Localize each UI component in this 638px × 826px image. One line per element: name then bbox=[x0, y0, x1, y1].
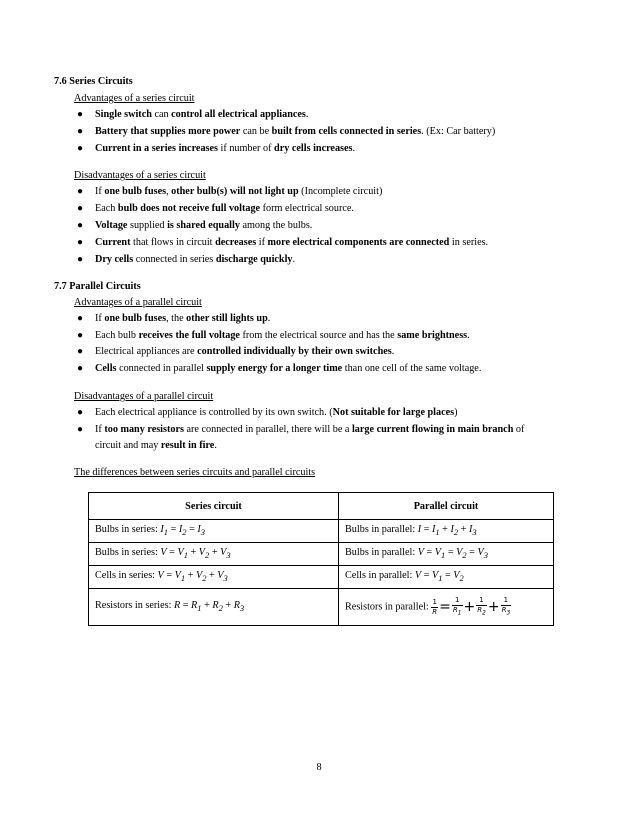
table-cell: Resistors in series: $R = R_1 + R_2 + R_3$ bbox=[89, 589, 339, 626]
list-item: Single switch can control all electrical appliances. bbox=[95, 109, 309, 120]
list-item: Cells connected in parallel supply energy for a longer time than one cell of the same voltage. bbox=[95, 363, 482, 374]
list-item: Each bulb does not receive full voltage form electrical source. bbox=[95, 203, 354, 214]
table-header-row bbox=[89, 493, 554, 520]
table-cell: Cells in series: $V = V_1 + V_2 + V_3$ bbox=[89, 566, 339, 589]
bullet-icon: ● bbox=[77, 330, 84, 341]
bullet-icon: ● bbox=[77, 424, 84, 435]
bullet-icon: ● bbox=[77, 220, 84, 231]
list-item: If one bulb fuses, the other still lights up. bbox=[95, 313, 271, 324]
fraction: $\frac{1}{R_3}$ bbox=[501, 595, 511, 617]
parallel-advantages-heading: Advantages of a parallel circuit bbox=[74, 297, 202, 308]
list-item: Current in a series increases if number of dry cells increases. bbox=[95, 143, 356, 154]
parallel-disadvantages-heading: Disadvantages of a parallel circuit bbox=[74, 391, 214, 402]
table-cell: Bulbs in series: $I_1 = I_2 = I_3$ bbox=[89, 520, 339, 543]
parallel-resistor-label: Resistors in parallel: bbox=[345, 601, 429, 613]
list-item: Electrical appliances are controlled individually by their own switches. bbox=[95, 346, 395, 357]
list-item: Voltage supplied is shared equally among the bulbs. bbox=[95, 220, 313, 231]
list-item: Dry cells connected in series discharge quickly. bbox=[95, 254, 296, 265]
bullet-icon: ● bbox=[77, 407, 84, 418]
list-item: Each bulb receives the full voltage from the electrical source and has the same brightness. bbox=[95, 330, 470, 341]
page-number: 8 bbox=[316, 762, 322, 773]
differences-heading: The differences between series circuits and parallel circuits bbox=[74, 467, 316, 478]
table-row bbox=[89, 520, 554, 543]
list-item: Battery that supplies more power can be built from cells connected in series. (Ex: Car battery) bbox=[95, 126, 496, 137]
bullet-icon: ● bbox=[77, 203, 84, 214]
table-cell: Bulbs in parallel: $V = V_1 = V_2 = V_3$ bbox=[339, 543, 554, 566]
table-row bbox=[89, 566, 554, 589]
list-item: If one bulb fuses, other bulb(s) will not light up (Incomplete circuit) bbox=[95, 186, 383, 197]
comparison-table bbox=[88, 492, 554, 626]
bullet-icon: ● bbox=[77, 313, 84, 324]
column-header-parallel: Parallel circuit bbox=[339, 493, 554, 520]
section-title-parallel: 7.7 Parallel Circuits bbox=[54, 281, 141, 292]
bullet-icon: ● bbox=[77, 186, 84, 197]
table-row bbox=[89, 589, 554, 626]
bullet-icon: ● bbox=[77, 363, 84, 374]
series-disadvantages-heading: Disadvantages of a series circuit bbox=[74, 170, 206, 181]
bullet-icon: ● bbox=[77, 109, 84, 120]
list-item: Current that flows in circuit decreases if more electrical components are connected in series. bbox=[95, 237, 489, 248]
table-row bbox=[89, 543, 554, 566]
list-item: If too many resistors are connected in parallel, there will be a large current flowing in main branch of bbox=[95, 424, 525, 435]
series-advantages-heading: Advantages of a series circuit bbox=[74, 93, 195, 104]
fraction: $\frac{1}{R}$ bbox=[432, 597, 438, 616]
bullet-icon: ● bbox=[77, 254, 84, 265]
fraction: $\frac{1}{R_2}$ bbox=[477, 595, 486, 617]
list-item-continuation: circuit and may result in fire. bbox=[95, 440, 217, 451]
list-item: Each electrical appliance is controlled by its own switch. (Not suitable for large places) bbox=[95, 407, 458, 418]
table-cell: Bulbs in parallel: $I = I_1 + I_2 + I_3$ bbox=[339, 520, 554, 543]
section-title-series: 7.6 Series Circuits bbox=[54, 76, 133, 87]
bullet-icon: ● bbox=[77, 143, 84, 154]
table-cell: Cells in parallel: $V = V_1 = V_2$ bbox=[339, 566, 554, 589]
table-cell: Bulbs in series: $V = V_1 + V_2 + V_3$ bbox=[89, 543, 339, 566]
column-header-series: Series circuit bbox=[89, 493, 339, 520]
bullet-icon: ● bbox=[77, 346, 84, 357]
bullet-icon: ● bbox=[77, 126, 84, 137]
bullet-icon: ● bbox=[77, 237, 84, 248]
fraction: $\frac{1}{R_1}$ bbox=[452, 595, 462, 617]
table-cell: Resistors in parallel: $\frac{1}{R}$ = $\frac{1}{R_1}$ + $\frac{1}{R_2}$ + $\frac{1}{R_3}$ bbox=[339, 589, 554, 626]
